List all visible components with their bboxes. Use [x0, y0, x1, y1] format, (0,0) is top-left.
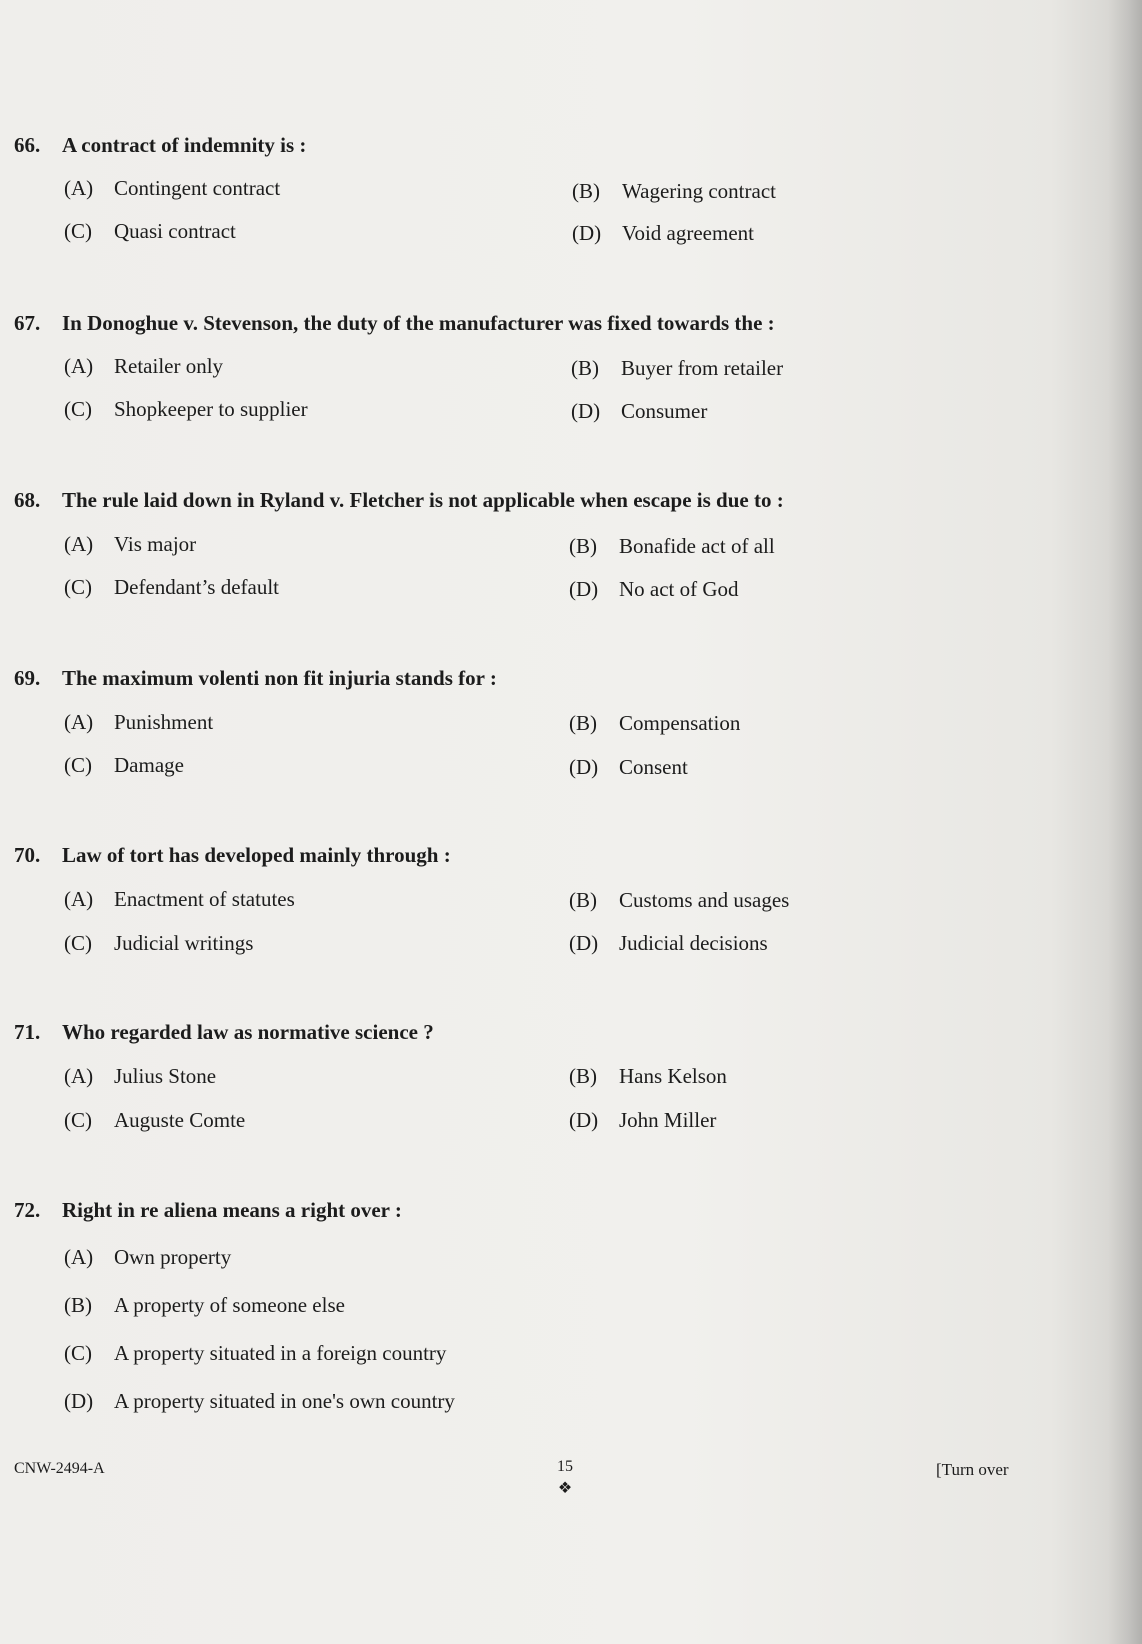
question-stem: [14, 488, 784, 513]
option-letter: (B): [571, 356, 599, 380]
option-text: Julius Stone: [114, 1064, 217, 1088]
option-b: [569, 1064, 727, 1089]
page-edge-shadow: [1108, 0, 1142, 1644]
option-letter: (A): [64, 1245, 94, 1269]
option-d: [571, 399, 707, 424]
option-text: Enactment of statutes: [114, 887, 295, 911]
option-letter: (D): [569, 931, 599, 955]
option-letter: (D): [569, 577, 599, 601]
option-a: [64, 176, 280, 201]
option-letter: (D): [64, 1389, 94, 1413]
option-text: Punishment: [114, 710, 214, 734]
question-text: In Donoghue v. Stevenson, the duty of the manufacturer was fixed towards the :: [62, 311, 775, 335]
option-b: [572, 179, 776, 204]
question-stem: [14, 1020, 434, 1045]
option-text: Defendant’s default: [114, 575, 280, 599]
option-c: [64, 753, 184, 778]
turn-over-label: [Turn over: [936, 1460, 1009, 1479]
option-letter: (A): [64, 532, 94, 556]
option-letter: (A): [64, 710, 94, 734]
option-letter: (D): [569, 755, 599, 779]
option-letter: (D): [569, 1108, 599, 1132]
option-text: Retailer only: [114, 354, 224, 378]
option-b: [571, 356, 783, 381]
question-text: A contract of indemnity is :: [62, 133, 307, 157]
question-number: 72.: [14, 1198, 41, 1222]
page-number: 15: [557, 1458, 573, 1475]
option-a: [64, 1245, 231, 1270]
paper-code: CNW-2494-A: [14, 1460, 105, 1477]
option-text: Vis major: [114, 532, 197, 556]
option-c: [64, 1341, 446, 1366]
option-letter: (C): [64, 1341, 92, 1365]
option-d: [572, 221, 754, 246]
option-d: [569, 577, 739, 602]
option-text: Void agreement: [622, 221, 754, 245]
option-text: Judicial writings: [114, 931, 254, 955]
question-stem: [14, 133, 306, 158]
option-text: Contingent contract: [114, 176, 281, 200]
option-letter: (A): [64, 354, 94, 378]
option-text: Bonafide act of all: [619, 534, 775, 558]
option-d: [569, 1108, 716, 1133]
option-letter: (C): [64, 397, 92, 421]
question-stem: [14, 311, 775, 336]
option-text: No act of God: [619, 577, 739, 601]
option-text: Consent: [619, 755, 688, 779]
option-letter: (D): [572, 221, 602, 245]
option-text: John Miller: [619, 1108, 717, 1132]
question-number: 68.: [14, 488, 41, 512]
option-text: Damage: [114, 753, 184, 777]
option-text: Wagering contract: [622, 179, 776, 203]
option-b: [64, 1293, 345, 1318]
option-a: [64, 710, 213, 735]
option-b: [569, 534, 775, 559]
option-text: Hans Kelson: [619, 1064, 727, 1088]
option-letter: (B): [569, 534, 597, 558]
option-a: [64, 1064, 216, 1089]
option-letter: (A): [64, 1064, 94, 1088]
option-d: [569, 755, 688, 780]
option-a: [64, 354, 223, 379]
option-letter: (B): [569, 711, 597, 735]
question-number: 67.: [14, 311, 41, 335]
option-letter: (C): [64, 219, 92, 243]
option-b: [569, 711, 740, 736]
option-b: [569, 888, 789, 913]
option-letter: (B): [572, 179, 600, 203]
option-c: [64, 575, 279, 600]
question-text: Right in re aliena means a right over :: [62, 1198, 402, 1222]
question-stem: [14, 843, 451, 868]
question-number: 70.: [14, 843, 41, 867]
option-text: Shopkeeper to supplier: [114, 397, 308, 421]
question-stem: [14, 666, 497, 691]
option-letter: (C): [64, 753, 92, 777]
option-letter: (C): [64, 931, 92, 955]
option-c: [64, 931, 253, 956]
question-stem: [14, 1198, 402, 1223]
option-d: [64, 1389, 455, 1414]
option-text: Customs and usages: [619, 888, 790, 912]
ornament-icon: ❖: [557, 1480, 573, 1497]
option-a: [64, 532, 196, 557]
question-text: Law of tort has developed mainly through :: [62, 843, 451, 867]
option-letter: (A): [64, 887, 94, 911]
option-letter: (D): [571, 399, 601, 423]
option-letter: (A): [64, 176, 94, 200]
question-number: 71.: [14, 1020, 41, 1044]
option-letter: (B): [569, 1064, 597, 1088]
option-text: Own property: [114, 1245, 232, 1269]
option-text: A property of someone else: [114, 1293, 345, 1317]
option-a: [64, 887, 295, 912]
option-text: Compensation: [619, 711, 741, 735]
question-number: 69.: [14, 666, 41, 690]
option-text: Auguste Comte: [114, 1108, 246, 1132]
question-text: The maximum volenti non fit injuria stands for :: [62, 666, 497, 690]
option-text: Consumer: [621, 399, 708, 423]
option-text: A property situated in a foreign country: [114, 1341, 447, 1365]
option-c: [64, 219, 236, 244]
option-text: Judicial decisions: [619, 931, 768, 955]
question-text: The rule laid down in Ryland v. Fletcher is not applicable when escape is due to :: [62, 488, 784, 512]
option-letter: (B): [569, 888, 597, 912]
option-d: [569, 931, 768, 956]
option-letter: (C): [64, 1108, 92, 1132]
question-number: 66.: [14, 133, 41, 157]
option-text: A property situated in one's own country: [114, 1389, 455, 1413]
option-letter: (C): [64, 575, 92, 599]
question-text: Who regarded law as normative science ?: [62, 1020, 434, 1044]
option-letter: (B): [64, 1293, 92, 1317]
option-c: [64, 1108, 245, 1133]
option-c: [64, 397, 308, 422]
option-text: Quasi contract: [114, 219, 236, 243]
option-text: Buyer from retailer: [621, 356, 784, 380]
